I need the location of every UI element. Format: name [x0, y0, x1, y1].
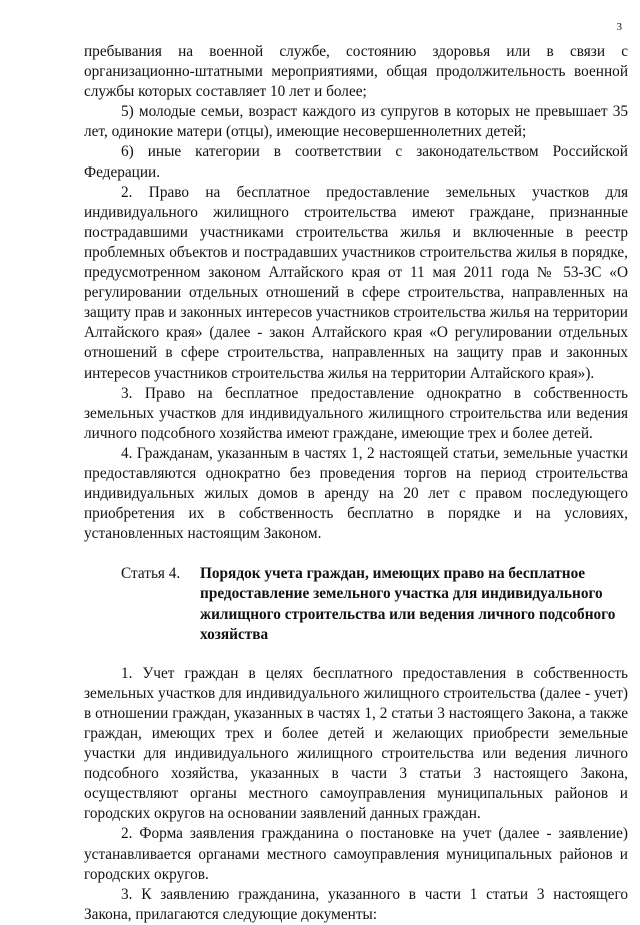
page-number: 3 [616, 21, 622, 33]
paragraph-item-6: 6) иные категории в соответствии с законодательством Российской Федерации. [84, 143, 628, 181]
article-label: Статья 4. [121, 565, 181, 583]
article-title: Порядок учета граждан, имеющих право на бесплатное предоставление земельного участка для индивидуального жилищного строительства или ведения личного подсобного хозяйства [200, 565, 616, 643]
paragraph-article4-part-1: 1. Учет граждан в целях бесплатного предоставления в собственность земельных участков для индивидуального жилищного строительства (далее - учет) в отношении граждан, указанных в частях 1, 2 статьи 3 настоящего Закона, а также граждан, имеющих трех и более детей и желающих приобрести земельные участки для индивидуального жилищного строительства или ведения личного подсобного хозяйства, указанных в части 3 статьи 3 настоящего Закона, осуществляют органы местного самоуправления муниципальных районов и городских округов на основании заявлений данных граждан. [84, 664, 628, 823]
paragraph-part-2: 2. Право на бесплатное предоставление земельных участков для индивидуального жилищного строительства имеют граждане, признанные пострадавшими участниками строительства жилья и включенные в реестр проблемных объектов и пострадавших участников строительства жилья в порядке, предусмотренном законом Алтайского края от 11 мая 2011 года № 53-ЗС «О регулировании отдельных отношений в сфере строительства, направленных на защиту прав и законных интересов участников строительства жилья на территории Алтайского края» (далее - закон Алтайского края «О регулировании отдельных отношений в сфере строительства, направленных на защиту прав и законных интересов участников строительства жилья на территории Алтайского края»). [84, 183, 628, 382]
paragraph-part-4: 4. Гражданам, указанным в частях 1, 2 настоящей статьи, земельные участки предоставляются однократно без проведения торгов на период строительства индивидуальных жилых домов в аренду на 20 лет с правом последующего приобретения их в собственность бесплатно в порядке и на условиях, установленных настоящим Законом. [84, 444, 628, 543]
document-body [84, 42, 628, 925]
paragraph-item-5: 5) молодые семьи, возраст каждого из супругов в которых не превышает 35 лет, одинокие матери (отцы), имеющие несовершеннолетних детей; [84, 103, 628, 141]
article-heading [84, 564, 628, 644]
paragraph-article4-part-3: 3. К заявлению гражданина, указанного в части 1 статьи 3 настоящего Закона, прилагаются следующие документы: [84, 885, 628, 923]
paragraph-part-3: 3. Право на бесплатное предоставление однократно в собственность земельных участков для индивидуального жилищного строительства или ведения личного подсобного хозяйства имеют граждане, имеющие трех и более детей. [84, 384, 628, 442]
paragraph-article4-part-2: 2. Форма заявления гражданина о постановке на учет (далее - заявление) устанавливается органами местного самоуправления муниципальных районов и городских округов. [84, 825, 628, 883]
paragraph-continuation: пребывания на военной службе, состоянию здоровья или в связи с организационно-штатными мероприятиями, общая продолжительность военной службы которых составляет 10 лет и более; [84, 43, 628, 101]
